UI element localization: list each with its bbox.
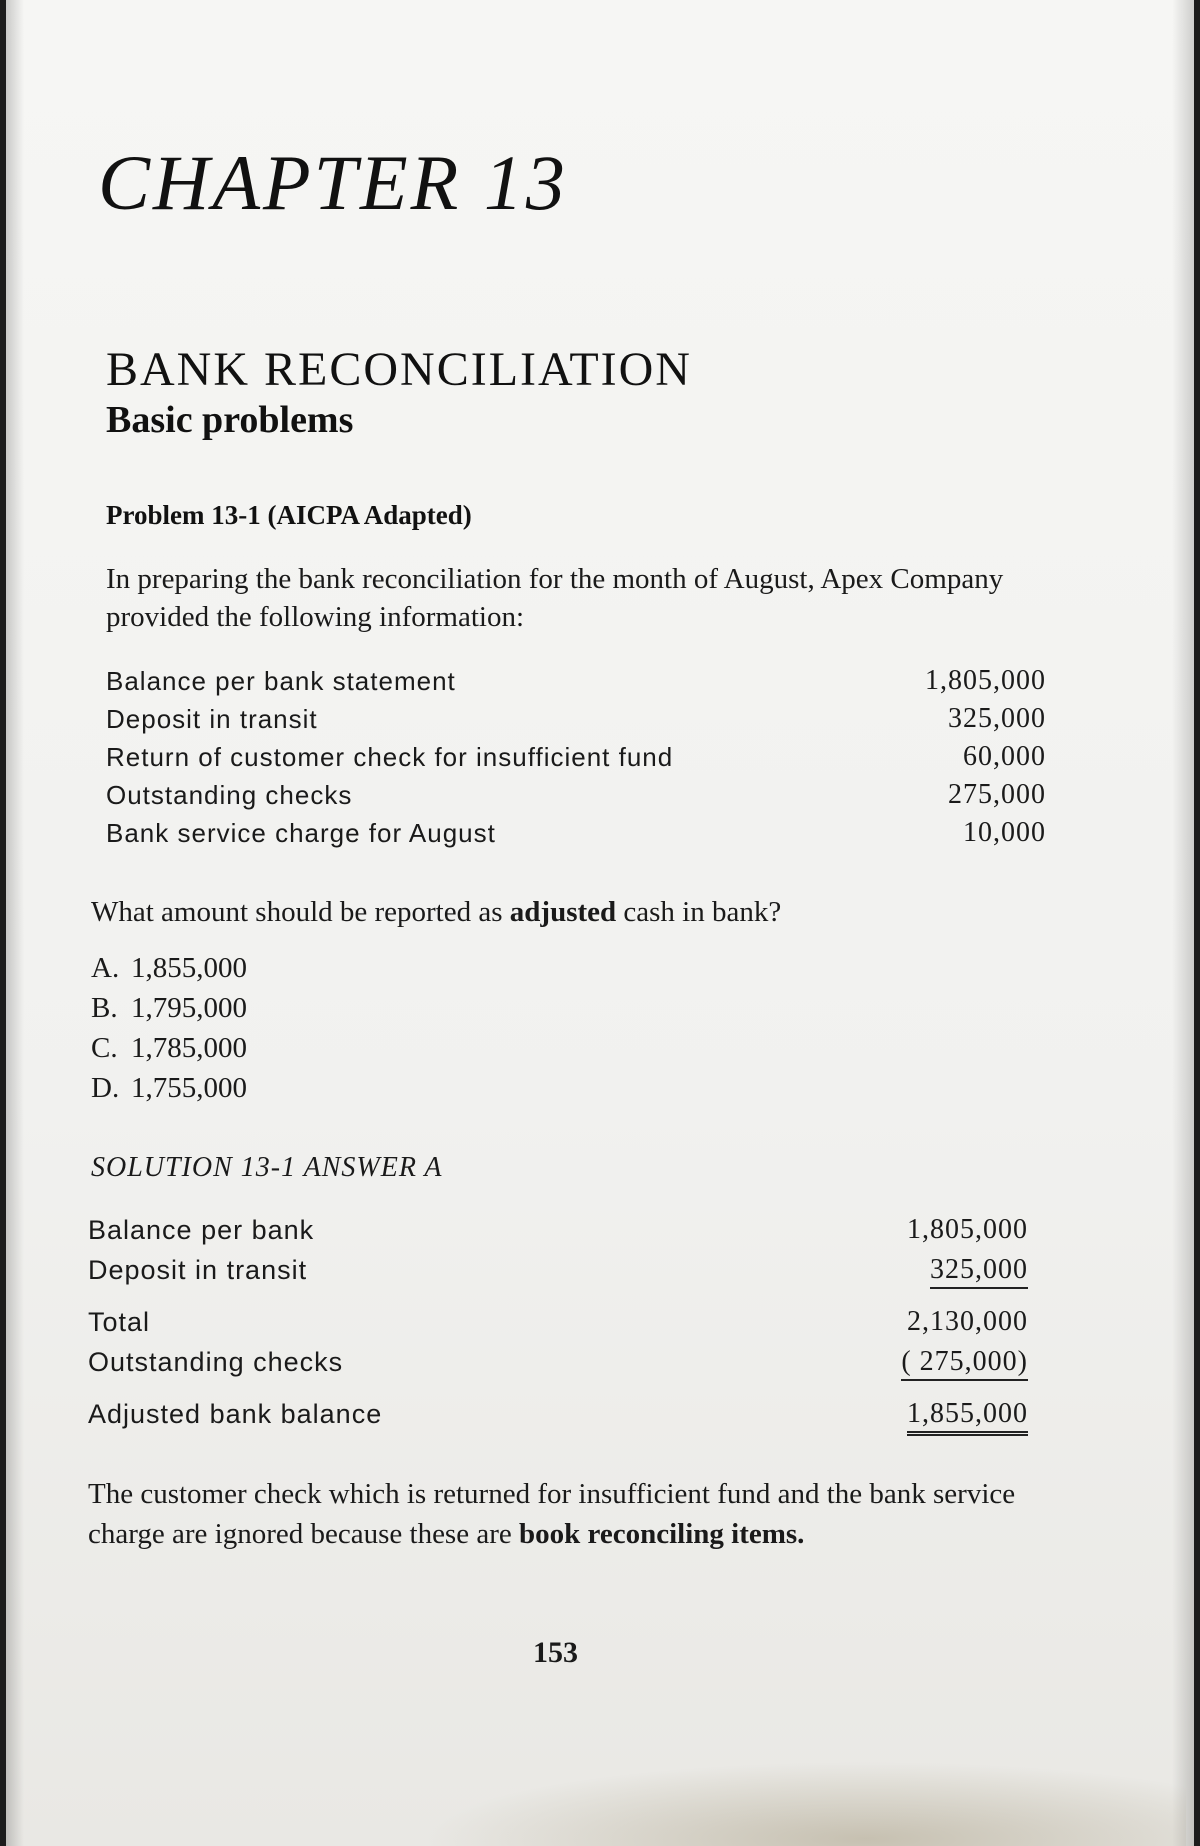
solution-amount: ( 275,000) [901,1345,1028,1381]
problem-info-table [106,662,1046,852]
section-subtitle: Basic problems [106,399,354,441]
info-label: Bank service charge for August [106,818,496,848]
info-row [106,814,1046,852]
solution-row [88,1210,1028,1250]
solution-table [88,1210,1028,1434]
problem-title: Problem 13-1 (AICPA Adapted) [106,500,472,530]
solution-label: Balance per bank [88,1215,315,1245]
closing-paragraph [88,1474,1048,1554]
info-label: Return of customer check for insufficient fund [106,742,674,772]
choice-value: 1,785,000 [131,1032,247,1064]
choice-b [91,988,247,1028]
choice-letter: A. [91,952,120,984]
info-amount: 60,000 [963,741,1046,772]
solution-amount-cell [878,1394,1028,1434]
solution-row [88,1394,1028,1434]
solution-label: Deposit in transit [88,1255,308,1285]
solution-amount: 2,130,000 [907,1306,1028,1337]
closing-emphasis: book reconciling items. [519,1518,805,1550]
row-gap [88,1382,1028,1394]
solution-row [88,1302,1028,1342]
choice-letter: B. [91,992,118,1024]
choice-letter: D. [91,1072,120,1104]
info-row [106,700,1046,738]
choice-value: 1,855,000 [131,952,247,984]
paper-stain [386,1755,1186,1846]
info-row [106,662,1046,700]
row-gap [88,1290,1028,1302]
question-text-end: cash in bank? [616,896,782,928]
solution-label: Outstanding checks [88,1347,344,1377]
chapter-title: CHAPTER 13 [98,139,568,226]
choice-value: 1,755,000 [131,1072,247,1104]
solution-row [88,1250,1028,1290]
choice-d [91,1068,247,1108]
question-text: What amount should be reported as [91,896,510,928]
question-emphasis: adjusted [509,896,617,928]
info-label: Balance per bank statement [106,666,456,696]
solution-amount: 325,000 [930,1253,1028,1289]
info-amount: 1,805,000 [925,665,1046,696]
book-page [6,0,1194,1846]
choice-value: 1,795,000 [131,992,247,1024]
info-label: Deposit in transit [106,704,318,734]
choice-a [91,948,247,988]
page-number: 153 [533,1636,578,1669]
info-label: Outstanding checks [106,780,353,810]
closing-text: The customer check which is returned for insufficient fund and the bank service charge are ignored because these are [88,1478,1016,1550]
info-amount: 10,000 [963,817,1046,848]
solution-amount-cell [878,1250,1028,1290]
solution-amount-cell [878,1342,1028,1382]
solution-title: SOLUTION 13-1 ANSWER A [91,1152,443,1183]
section-title: BANK RECONCILIATION [106,343,692,396]
answer-choices [91,948,247,1108]
info-row [106,776,1046,814]
solution-label: Adjusted bank balance [88,1399,383,1429]
info-amount: 325,000 [948,703,1046,734]
solution-label: Total [88,1307,151,1337]
solution-amount: 1,805,000 [907,1214,1028,1245]
page-shadow-right [1172,0,1194,1846]
problem-intro: In preparing the bank reconciliation for the month of August, Apex Company provided the following information: [106,563,1004,633]
choice-c [91,1028,247,1068]
info-amount: 275,000 [948,779,1046,810]
solution-amount: 1,855,000 [907,1397,1028,1436]
info-row [106,738,1046,776]
question [91,896,781,929]
solution-row [88,1342,1028,1382]
choice-letter: C. [91,1032,118,1064]
page-shadow-left [6,0,24,1846]
